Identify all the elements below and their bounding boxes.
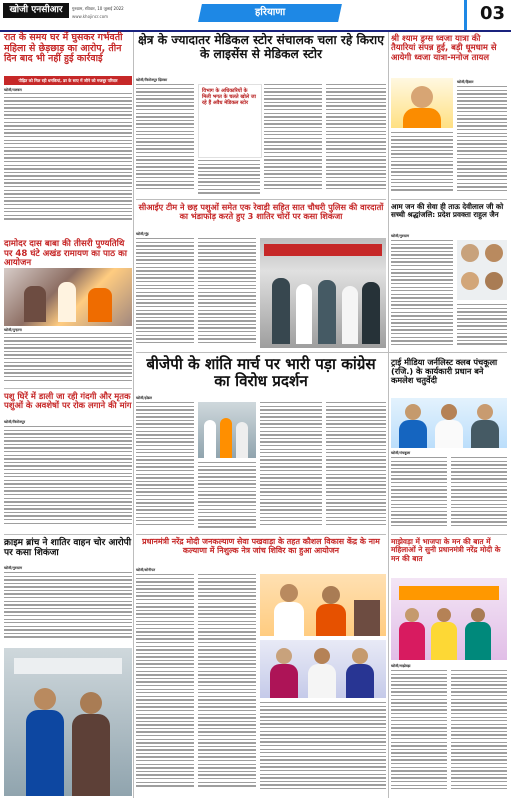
- a2-body-col3: [264, 84, 322, 196]
- a6-body-col1: [391, 240, 453, 350]
- column-separator: [388, 32, 389, 798]
- masthead: खोजी एनसीआर: [3, 3, 69, 18]
- a8-byline: खोजी/होडल: [136, 396, 152, 400]
- a11-body-col2: [198, 574, 256, 796]
- a5-photo: [260, 238, 386, 348]
- divider: [136, 199, 386, 200]
- a5-byline: खोजी/नूंह: [136, 232, 149, 236]
- a7-byline: खोजी/फिरोजपुर: [4, 420, 26, 424]
- a5-body-col2: [198, 238, 256, 348]
- a6-photos: [457, 240, 507, 300]
- a2-body-col1: [136, 84, 194, 196]
- a9-headline: ट्राई मीडिया जर्नलिस्ट क्लब पंचकूला (रजि.) के कार्यकारी प्रधान बने कमलेश चतुर्वेदी: [391, 357, 498, 386]
- a3-body-col1: [391, 132, 453, 196]
- divider: [391, 534, 507, 535]
- a11-headline: प्रधानमंत्री नरेंद्र मोदी जनकल्याण सेवा पखवाड़ा के तहत कौशल विकास केंद्र के नाम कल्याणा में निशुल्क नेत्र जांच शिविर का हुआ आयोजन: [142, 537, 380, 555]
- a7-body: [4, 426, 132, 530]
- divider: [136, 534, 386, 535]
- divider: [136, 352, 507, 353]
- a4-body: [4, 333, 132, 385]
- page-header: [0, 0, 511, 32]
- a5-headline: सीआईए टीम ने छह पशुओं समेत एक रेवाड़ी सहित सात चौधरी पुलिस की वारदातों का भंडाफोड़ करते हुए 3 शातिर चोरों पर कसा शिकंजा: [138, 202, 384, 222]
- a12-byline: खोजी/माझेवड़ा: [391, 664, 411, 668]
- a2-headline: क्षेत्र के ज्यादातर मेडिकल स्टोर संचालक चला रहे किराए के लाइसेंस से मेडिकल स्टोर: [138, 33, 384, 61]
- a8-body-col2: [198, 462, 256, 532]
- a11-photo-1: [260, 574, 386, 636]
- edition-site: www.khojincr.com: [72, 14, 109, 19]
- section-title: हरियाणा: [198, 4, 342, 22]
- column-separator: [133, 32, 134, 798]
- a3-byline: खोजी/हिसार: [457, 80, 474, 84]
- a9-byline: खोजी/पंचकूला: [391, 451, 411, 455]
- a12-headline: माझेवड़ा में भाजपा के मन की बात में महिलाओं ने सुनी प्रधानमंत्री नरेंद्र मोदी के मन की बात: [391, 537, 501, 563]
- a12-body-col1: [391, 670, 447, 796]
- a2-body-col4: [326, 84, 386, 196]
- a10-headline: क्राइम ब्रांच ने शातिर वाहन चोर आरोपी पर कसा शिकंजा: [4, 538, 132, 559]
- a4-byline: खोजी/पुन्हाना: [4, 328, 22, 332]
- a8-body-col3: [260, 402, 322, 532]
- a6-body-col2: [457, 304, 507, 348]
- edition-date: गुरुग्राम, रविवार, 10 जुलाई 2022: [72, 6, 124, 11]
- a7-headline: पशु घिरें में डाली जा रही गंदगी और मृतक पशुओं के अवशेषों पर रोक लगाने की मांग: [4, 391, 132, 411]
- a10-photo: [4, 648, 132, 796]
- a6-byline: खोजी/गुरुग्राम: [391, 234, 410, 238]
- a12-photo: [391, 578, 507, 660]
- a11-body-col1: [136, 574, 194, 796]
- divider: [4, 534, 132, 535]
- a2-pullquote-box: [198, 84, 262, 158]
- a1-byline: खोजी/पलवल: [4, 88, 22, 92]
- a3-photo-1: [391, 78, 453, 128]
- a8-photo: [198, 402, 256, 458]
- a2-body-col2: [198, 160, 260, 196]
- a6-headline: आम जन की सेवा ही ताऊ देवीलाल जी को सच्ची श्रद्धांजलि: प्रदेश प्रवक्ता राहुल जैन: [391, 202, 504, 220]
- a3-headline: श्री श्याम ड्रग्स ध्वजा यात्रा की तैयारियां संपन्न हुई, बड़ी धूमधाम से आयेगी ध्वजा यात्रा-मनोज तायल: [391, 33, 497, 62]
- a1-body: [4, 93, 132, 233]
- a12-body-col2: [451, 670, 507, 796]
- divider: [4, 388, 132, 389]
- a2-byline: खोजी/फिरोजपुर झिरका: [136, 78, 168, 82]
- page-number: 03: [479, 3, 505, 24]
- a8-body-col4: [326, 402, 386, 532]
- a4-photo: [4, 268, 132, 326]
- a2-pullquote: विभाग के अधिकारियों के मिली भगत के चलते खोले जा रहे हैं अवैध मेडिकल स्टोर: [202, 88, 256, 107]
- a8-headline: बीजेपी के शांति मार्च पर भारी पड़ा कांग्रेस का विरोध प्रदर्शन: [146, 355, 376, 391]
- a11-body-col3: [260, 702, 386, 796]
- a9-body-col2: [451, 457, 507, 533]
- a10-body: [4, 572, 132, 644]
- divider: [391, 199, 507, 200]
- a11-byline: खोजी/सोनीपत: [136, 568, 156, 572]
- a4-headline: दामोदर दास बाबा की तीसरी पुण्यतिथि पर 48 घंटे अखंड रामायण का पाठ का आयोजन: [4, 239, 127, 269]
- a1-headline: रात के समय घर में घुसकर गर्भवती महिला से छेड़छाड़ का आरोप, तीन दिन बाद भी नहीं हुई कार्रवाई: [4, 32, 123, 65]
- a9-photo: [391, 398, 507, 448]
- a9-body-col1: [391, 457, 447, 533]
- a5-body-col1: [136, 238, 194, 348]
- a3-body-col2: [457, 86, 507, 196]
- a8-body-col1: [136, 402, 194, 532]
- a1-kicker: पीड़ित को मिल रही धमकियां, डर के साए में जीने को मजबूर परिवार: [4, 76, 132, 85]
- a11-photo-2: [260, 640, 386, 698]
- a10-byline: खोजी/गुरुग्राम: [4, 566, 23, 570]
